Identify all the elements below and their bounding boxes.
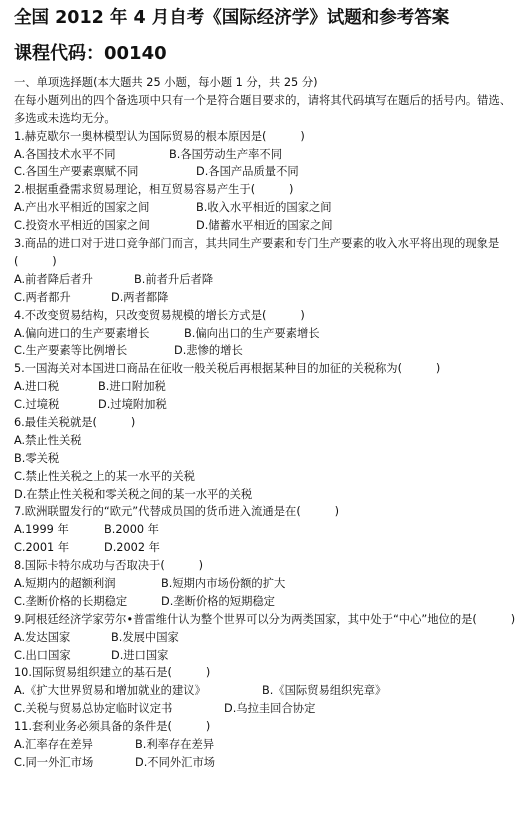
option: B.2000 年 <box>104 523 159 537</box>
option-row <box>14 647 519 665</box>
option: C.垄断价格的长期稳定 <box>14 594 128 608</box>
question-stem: 3.商品的进口对于进口竞争部门而言，其共同生产要素和专门生产要素的收入水平将出现的现象是( ) <box>14 237 500 268</box>
option: B.进口附加税 <box>98 380 166 394</box>
option-row <box>14 736 519 754</box>
option: D.乌拉圭回合协定 <box>224 702 316 716</box>
option-row <box>14 199 519 217</box>
option: B.发展中国家 <box>111 630 179 644</box>
document-title: 全国 2012 年 4 月自考《国际经济学》试题和参考答案 <box>14 8 450 28</box>
option-row <box>14 325 519 343</box>
option: D.进口国家 <box>111 648 169 662</box>
course-code-line <box>14 41 519 67</box>
option: D.各国产品质量不同 <box>196 165 299 179</box>
option-row <box>14 593 519 611</box>
option: A.发达国家 <box>14 630 71 644</box>
option: A.禁止性关税 <box>14 433 82 447</box>
option-row <box>14 682 519 700</box>
option: A.1999 年 <box>14 523 69 537</box>
course-code-value: 00140 <box>104 43 167 64</box>
option: B.前者升后者降 <box>134 272 214 286</box>
option: C.生产要素等比例增长 <box>14 344 128 358</box>
question-stem: 10.国际贸易组织建立的基石是( ) <box>14 666 211 680</box>
option-row <box>14 539 519 557</box>
option: A.短期内的超额利润 <box>14 577 116 590</box>
option: C.两者都升 <box>14 290 71 304</box>
question-stem: 2.根据重叠需求贸易理论，相互贸易容易产生于( ) <box>14 183 294 197</box>
option: B.利率存在差异 <box>135 738 215 752</box>
option-row <box>14 629 519 647</box>
option: C.过境税 <box>14 398 60 412</box>
option-row <box>14 146 519 164</box>
option-row <box>14 217 519 235</box>
question-stem: 4.不改变贸易结构，只改变贸易规模的增长方式是( ) <box>14 308 305 322</box>
option-row <box>14 378 519 396</box>
question-stem: 5.一国海关对本国进口商品在征收一般关税后再根据某种目的加征的关税称为( ) <box>14 362 441 376</box>
option: A.汇率存在差异 <box>14 738 93 752</box>
option: B.《国际贸易组织宪章》 <box>262 684 387 698</box>
option: D.2002 年 <box>104 541 160 555</box>
option: A.偏向进口的生产要素增长 <box>14 326 150 340</box>
option: C.同一外汇市场 <box>14 755 94 769</box>
option: C.投资水平相近的国家之间 <box>14 219 150 233</box>
option: B.短期内市场份额的扩大 <box>161 577 286 590</box>
question-stem: 9.阿根廷经济学家劳尔•普雷维什认为整个世界可以分为两类国家，其中处于“中心”地位的是( ) <box>14 612 516 626</box>
option-row <box>14 342 519 360</box>
exam-document <box>14 6 519 772</box>
option: B.各国劳动生产率不同 <box>169 147 283 161</box>
course-code-label: 课程代码： <box>14 43 104 64</box>
option: D.过境附加税 <box>98 398 167 412</box>
exam-body <box>14 74 519 772</box>
option: D.不同外汇市场 <box>135 755 216 769</box>
option-row <box>14 700 519 718</box>
option: A.产出水平相近的国家之间 <box>14 201 150 215</box>
question-stem: 8.国际卡特尔成功与否取决于( ) <box>14 559 204 573</box>
option-row <box>14 575 519 593</box>
question-stem: 11.套利业务必须具备的条件是( ) <box>14 720 211 734</box>
option: C.各国生产要素禀赋不同 <box>14 165 139 179</box>
option: B.零关税 <box>14 451 60 465</box>
option-row <box>14 271 519 289</box>
option: D.在禁止性关税和零关税之间的某一水平的关税 <box>14 487 253 501</box>
option: D.悲惨的增长 <box>174 344 243 358</box>
option-row <box>14 521 519 539</box>
option: B.偏向出口的生产要素增长 <box>184 326 320 340</box>
option: C.禁止性关税之上的某一水平的关税 <box>14 469 195 483</box>
question-stem: 6.最佳关税就是( ) <box>14 415 136 429</box>
option: C.2001 年 <box>14 541 70 555</box>
option: B.收入水平相近的国家之间 <box>196 201 332 215</box>
option: D.垄断价格的短期稳定 <box>161 594 275 608</box>
option: C.关税与贸易总协定临时议定书 <box>14 702 173 716</box>
option: A.前者降后者升 <box>14 272 93 286</box>
instructions: 在每小题列出的四个备选项中只有一个是符合题目要求的，请将其代码填写在题后的括号内。错选、多选或未选均无分。 <box>14 93 512 125</box>
question-stem: 7.欧洲联盟发行的“欧元”代替成员国的货币进入流通是在( ) <box>14 505 340 519</box>
option: A.《扩大世界贸易和增加就业的建议》 <box>14 684 206 698</box>
option-row <box>14 754 519 772</box>
option-row <box>14 289 519 307</box>
option: A.进口税 <box>14 380 60 394</box>
section-heading: 一、单项选择题(本大题共 25 小题，每小题 1 分，共 25 分) <box>14 76 318 89</box>
question-stem: 1.赫克歇尔一奥林模型认为国际贸易的根本原因是( ) <box>14 129 305 143</box>
option: D.两者都降 <box>111 290 169 304</box>
option: D.储蓄水平相近的国家之间 <box>196 219 333 233</box>
option: A.各国技术水平不同 <box>14 147 116 161</box>
option: C.出口国家 <box>14 648 71 662</box>
option-row <box>14 396 519 414</box>
option-row <box>14 163 519 181</box>
